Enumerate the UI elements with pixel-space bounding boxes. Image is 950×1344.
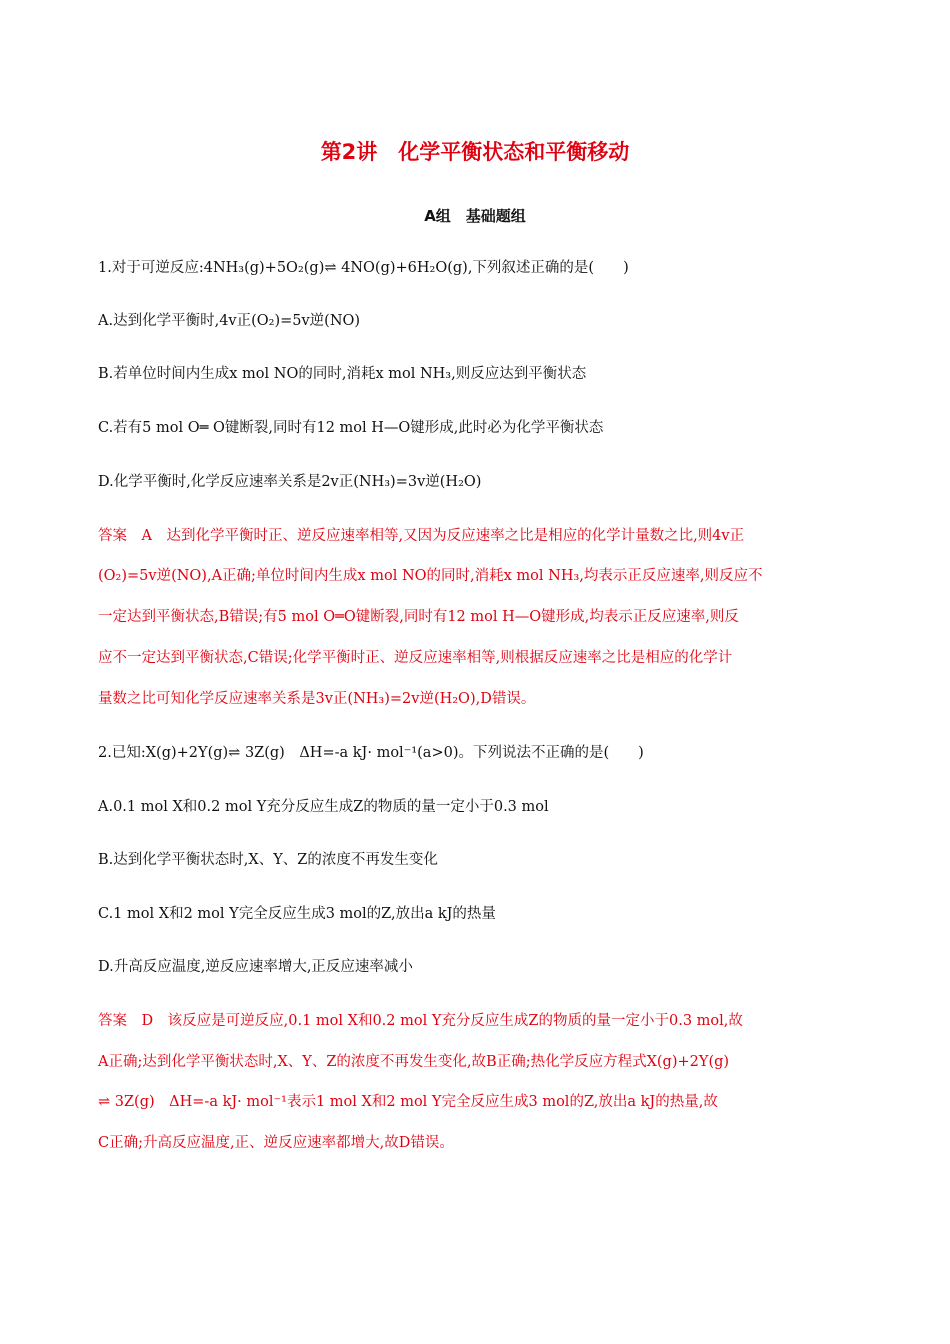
- question-2-option-b: B.达到化学平衡状态时,X、Y、Z的浓度不再发生变化: [98, 852, 438, 868]
- question-2-answer-line: 答案 D 该反应是可逆反应,0.1 mol X和0.2 mol Y充分反应生成Z的物质的量一定小于0.3 mol,故: [98, 1013, 743, 1029]
- question-2-option-d: D.升高反应温度,逆反应速率增大,正反应速率减小: [98, 959, 413, 975]
- question-1-answer-line: 答案 A 达到化学平衡时正、逆反应速率相等,又因为反应速率之比是相应的化学计量数之比,则4v正: [98, 528, 745, 544]
- question-2-answer-line: C正确;升高反应温度,正、逆反应速率都增大,故D错误。: [98, 1135, 454, 1151]
- question-2-option-c: C.1 mol X和2 mol Y完全反应生成3 mol的Z,放出a kJ的热量: [98, 906, 496, 922]
- section-heading: A组 基础题组: [424, 207, 526, 225]
- question-1-answer-line: 量数之比可知化学反应速率关系是3v正(NH₃)=2v逆(H₂O),D错误。: [98, 691, 536, 707]
- question-1-option-d: D.化学平衡时,化学反应速率关系是2v正(NH₃)=3v逆(H₂O): [98, 474, 482, 490]
- page-title: 第2讲 化学平衡状态和平衡移动: [320, 140, 630, 164]
- question-1-option-a: A.达到化学平衡时,4v正(O₂)=5v逆(NO): [98, 313, 361, 329]
- question-1-option-c: C.若有5 mol O═ O键断裂,同时有12 mol H—O键形成,此时必为化学平衡状态: [98, 420, 604, 436]
- question-2-answer-line: ⇌ 3Z(g) ΔH=-a kJ· mol⁻¹表示1 mol X和2 mol Y完全反应生成3 mol的Z,放出a kJ的热量,故: [98, 1094, 718, 1110]
- question-1-answer-line: (O₂)=5v逆(NO),A正确;单位时间内生成x mol NO的同时,消耗x mol NH₃,均表示正反应速率,则反应不: [98, 568, 763, 584]
- question-2-answer-line: A正确;达到化学平衡状态时,X、Y、Z的浓度不再发生变化,故B正确;热化学反应方程式X(g)+2Y(g): [98, 1054, 730, 1070]
- question-1-answer-line: 应不一定达到平衡状态,C错误;化学平衡时正、逆反应速率相等,则根据反应速率之比是相应的化学计: [98, 650, 733, 666]
- question-2-stem: 2.已知:X(g)+2Y(g)⇌ 3Z(g) ΔH=-a kJ· mol⁻¹(a>0)。下列说法不正确的是( ): [98, 745, 644, 761]
- question-1-option-b: B.若单位时间内生成x mol NO的同时,消耗x mol NH₃,则反应达到平衡状态: [98, 366, 587, 382]
- question-2-option-a: A.0.1 mol X和0.2 mol Y充分反应生成Z的物质的量一定小于0.3 mol: [98, 799, 549, 815]
- question-1-answer-line: 一定达到平衡状态,B错误;有5 mol O═O键断裂,同时有12 mol H—O键形成,均表示正反应速率,则反: [98, 609, 739, 625]
- question-1-stem: 1.对于可逆反应:4NH₃(g)+5O₂(g)⇌ 4NO(g)+6H₂O(g),下列叙述正确的是( ): [98, 260, 629, 276]
